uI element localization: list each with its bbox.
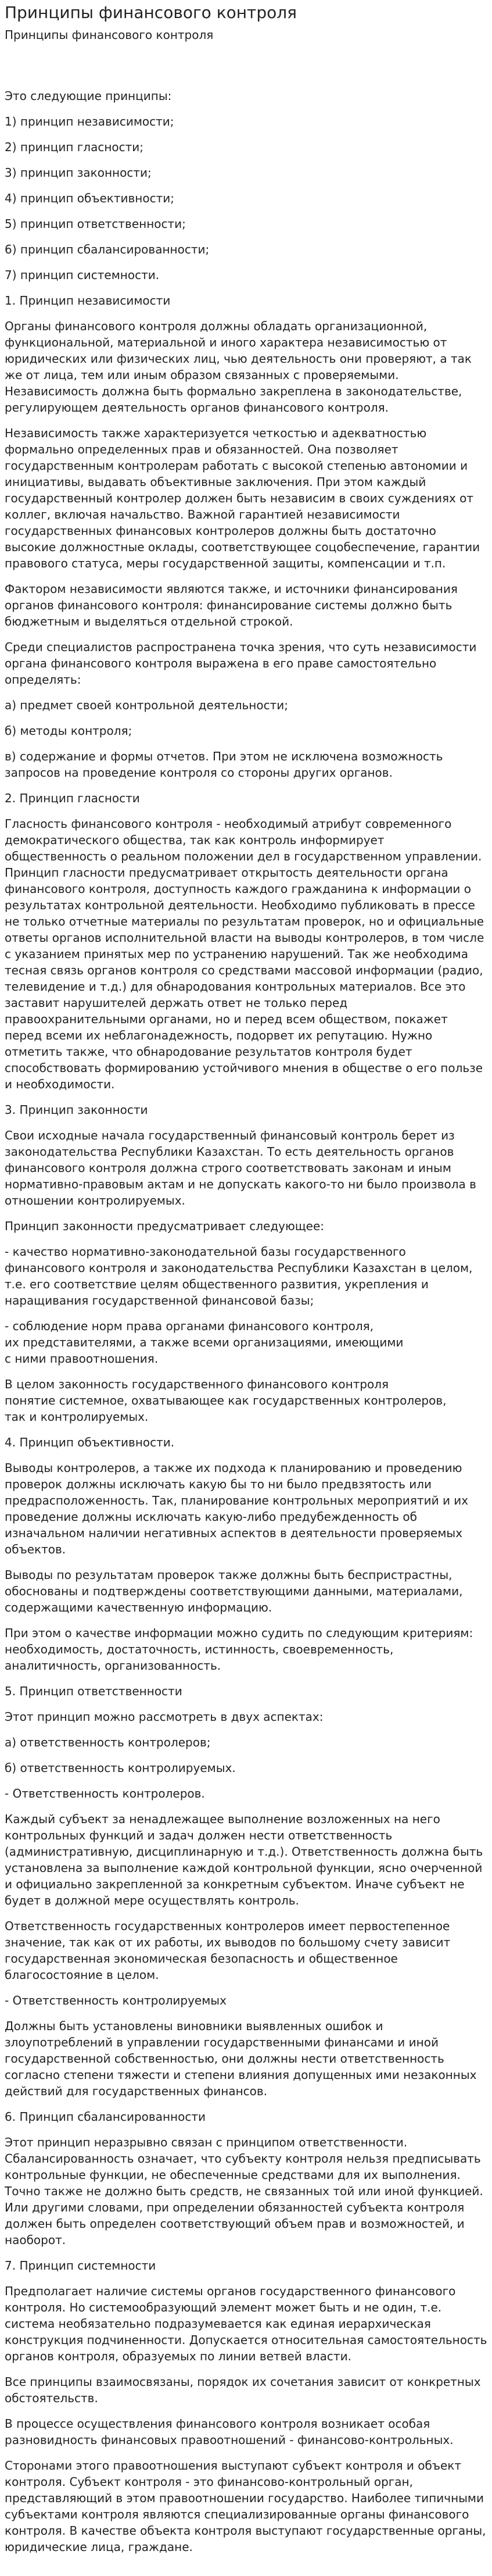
article-paragraph: - Ответственность контролеров. [5,1787,205,1800]
article-paragraph: В целом законность государственного финансового контроля понятие системное, охватывающее как государственных контролеров, так и контролируемых. [5,1377,447,1424]
article-paragraph: Независимость также характеризуется четкостью и адекватностью формально определенных прав и обязанностей. Она позволяет государственным контролерам работать с высокой степенью автономии и инициативы, выдавать объективные заключения. При этом каждый государственный контролер должен быть независим в своих суждениях от коллег, включая начальство. Важной гарантией независимости государственных финансовых контролеров должны быть достаточно высокие должностные оклады, соответствующее соцобеспечение, гарантии правового статуса, меры государственной защиты, компенсации и т.п. [5,426,480,570]
article-paragraph: 7. Принцип системности [5,2259,156,2273]
article-paragraph: В процессе осуществления финансового контроля возникает особая разновидность финансовых правоотношений - финансово-контрольных. [5,2417,454,2447]
article-paragraph: Выводы по результатам проверок также должны быть беспристрастны, обоснованы и подтверждены соответствующими данными, материалами, содержащими качественную информацию. [5,1568,463,1614]
article-paragraph: 4) принцип объективности; [5,191,174,205]
article-paragraph: 1. Принцип независимости [5,294,171,308]
article-paragraph: а) предмет своей контрольной деятельности; [5,698,288,712]
article-paragraph: 4. Принцип объективности. [5,1435,175,1449]
article-paragraph: Принцип законности предусматривает следующее: [5,1219,324,1233]
article-paragraph: Органы финансового контроля должны обладать организационной, функциональной, материальной и иного характера независимостью от юридических или физических лиц, чью деятельность они проверяют, а так же от лица, тем или иным образом связанных с проверяемыми. Независимость должна быть формально закреплена в законодательстве, регулирующем деятельность органов финансового контроля. [5,319,472,415]
article-paragraph: а) ответственность контролеров; [5,1735,211,1749]
article-paragraph: Выводы контролеров, а также их подхода к планированию и проведению проверок должны исключать какую бы то ни было предвзятость или предрасположенность. Так, планирование контрольных мероприятий и их проведение должны исключать какую-либо предубежденность об изначальном наличии негативных аспектов в деятельности проверяемых объектов. [5,1461,469,1556]
article-paragraph: Сторонами этого правоотношения выступают субъект контроля и объект контроля. Субъект контроля - это финансово-контрольный орган, представляющий в этом правоотношении государство. Наиболее типичными субъектами контроля являются специализированные органы финансового контроля. В качестве объекта контроля выступают государственные органы, юридические лица, граждане. [5,2459,486,2554]
article-paragraph: Свои исходные начала государственный финансовый контроль берет из законодательства Республики Казахстан. То есть деятельность органов финансового контроля должна строго соответствовать законам и иным нормативно-правовым актам и не допускать какого-то ни было произвола в отношении контролируемых. [5,1128,476,1207]
article-paragraph: Ответственность государственных контролеров имеет первостепенное значение, так как от их работы, их выводов по большому счету зависит государственная экономическая безопасность и общественное благосостояние в целом. [5,1919,451,1982]
article-paragraph: Должны быть установлены виновники выявленных ошибок и злоупотреблений в управлении государственными финансами и иной государственной собственностью, они должны нести ответственность согласно степени тяжести и степени влияния допущенных ими незаконных действий для государственных финансов. [5,2019,477,2098]
article-paragraph: 1) принцип независимости; [5,115,174,128]
article-paragraph: 7) принцип системности. [5,268,160,282]
article-paragraph: 5. Принцип ответственности [5,1684,182,1698]
article-paragraph: Этот принцип можно рассмотреть в двух аспектах: [5,1710,324,1724]
article-paragraph: 3) принцип законности; [5,166,152,180]
article-paragraph: Это следующие принципы: [5,89,172,103]
article-paragraph: в) содержание и формы отчетов. При этом не исключена возможность запросов на проведение контроля со стороны других органов. [5,749,443,780]
article-paragraph: Фактором независимости являются также, и источники финансирования органов финансового контроля: финансирование системы должно быть бюджетным и выделяться отдельной строкой. [5,582,458,628]
article-paragraph: - соблюдение норм права органами финансового контроля, их представителями, а также всеми организациями, имеющими с ними правоотношения. [5,1319,404,1366]
article-body [5,88,487,2555]
article-paragraph: Среди специалистов распространена точка зрения, что суть независимости органа финансового контроля выражена в его праве самостоятельно определять: [5,640,477,687]
article-paragraph: б) методы контроля; [5,724,132,738]
article-paragraph: - качество нормативно-законодательной базы государственного финансового контроля и законодательства Республики Казахстан в целом, т.е. его соответствие целям общественного развития, укрепления и наращивания государственной финансовой базы; [5,1245,473,1307]
article-paragraph: б) ответственность контролируемых. [5,1761,236,1775]
article-paragraph: Все принципы взаимосвязаны, порядок их сочетания зависит от конкретных обстоятельств. [5,2375,481,2405]
page-subtitle: Принципы финансового контроля [5,28,214,42]
article-paragraph: Каждый субъект за ненадлежащее выполнение возложенных на него контрольных функций и задач должен нести ответственность (административную, дисциплинарную и т.д.). Ответственность должна быть установлена за выполнение каждой контрольной функции, ясно очерченной и официально закрепленной за конкретным субъектом. Иначе субъект не будет в должной мере осуществлять контроль. [5,1812,483,1907]
article-paragraph: При этом о качестве информации можно судить по следующим критериям: необходимость, достаточность, истинность, своевременность, аналитичность, организованность. [5,1626,473,1673]
article-paragraph: Предполагает наличие системы органов государственного финансового контроля. Но системообразующий элемент может быть и не один, т.е. система необязательно подразумевается как единая иерархическая конструкция подчиненности. Допускается относительная самостоятельность органов контроля, образуемых по линии ветвей власти. [5,2284,487,2363]
article-paragraph: 2. Принцип гласности [5,791,140,805]
page-title: Принципы финансового контроля [5,3,297,22]
article-paragraph: Гласность финансового контроля - необходимый атрибут современного демократического общества, так как контроль информирует общественность о реальном положении дел в государственном управлении. Принцип гласности предусматривает открытость деятельности органа финансового контроля, доступность каждого гражданина к информации о результатах контрольной деятельности. Необходимо публиковать в прессе не только отчетные материалы по результатам проверок, но и официальные ответы органов исполнительной власти на выводы контролеров, в том числе с указанием принятых мер по устранению нарушений. Так же необходима тесная связь органов контроля со средствами массовой информации (радио, телевидение и т.д.) для обнародования контрольных материалов. Все это заставит нарушителей держать ответ не только перед правоохранительными органами, но и перед всем обществом, покажет перед всеми их неблагонадежность, подорвет их репутацию. Нужно отметить также, что обнародование результатов контроля будет способствовать формированию устойчивого мнения в обществе о его пользе и необходимости. [5,817,484,1091]
article-paragraph: Этот принцип неразрывно связан с принципом ответственности. Сбалансированность означает, что субъекту контроля нельзя предписывать контрольные функции, не обеспеченные средствами для их выполнения. Точно также не должно быть средств, не связанных той или иной функцией. Или другими словами, при определении обязанностей субъекта контроля должен быть определен соответствующий объем прав и возможностей, и наоборот. [5,2135,483,2247]
article-paragraph: 6) принцип сбалансированности; [5,242,210,256]
article-paragraph: - Ответственность контролируемых [5,1993,227,2007]
article-paragraph: 5) принцип ответственности; [5,217,186,231]
article-paragraph: 6. Принцип сбалансированности [5,2110,206,2124]
article-paragraph: 2) принцип гласности; [5,140,144,154]
article-paragraph: 3. Принцип законности [5,1103,148,1117]
